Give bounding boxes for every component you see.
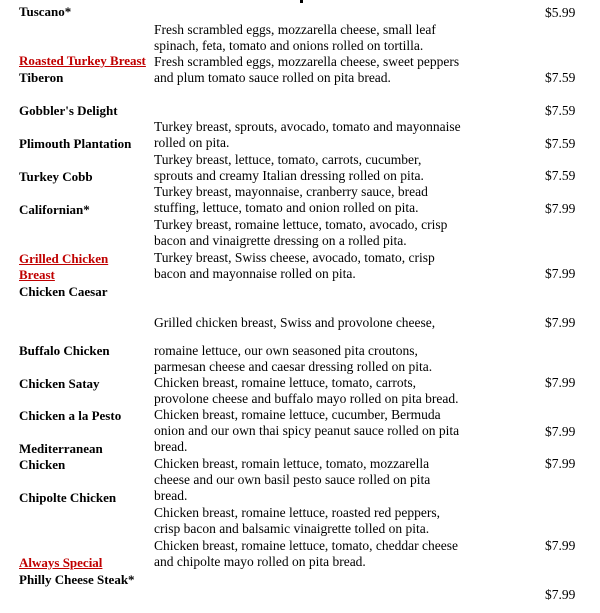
price: $7.99: [545, 201, 576, 216]
price: $7.99: [545, 266, 576, 281]
description-line: Turkey breast, lettuce, tomato, carrots, cucumber,: [154, 152, 422, 167]
description-line: romaine lettuce, our own seasoned pita croutons,: [154, 343, 418, 358]
description-line: Turkey breast, sprouts, avocado, tomato and mayonnaise: [154, 119, 461, 134]
description-line: stuffing, lettuce, tomato and onion rolled on pita.: [154, 200, 419, 215]
description-line: Chicken breast, romaine lettuce, cucumber, Bermuda: [154, 407, 441, 422]
description-line: sprouts and creamy Italian dressing rolled on pita.: [154, 168, 424, 183]
item-name-californian: Californian*: [19, 202, 90, 217]
price: $7.99: [545, 538, 576, 553]
item-name-turkey-cobb: Turkey Cobb: [19, 169, 93, 184]
price: $7.99: [545, 315, 576, 330]
price: $7.99: [545, 456, 576, 471]
description-line: bacon and vinaigrette dressing on a rolled pita.: [154, 233, 407, 248]
price: $7.99: [545, 375, 576, 390]
description-line: Turkey breast, mayonnaise, cranberry sauce, bread: [154, 184, 428, 199]
description-line: bacon and mayonnaise rolled on pita.: [154, 266, 356, 281]
item-name-chicken-satay: Chicken Satay: [19, 376, 100, 391]
section-heading-grilled-chicken-line2: Breast: [19, 267, 55, 282]
description-line: and chipolte mayo rolled on pita bread.: [154, 554, 366, 569]
description-line: rolled on pita.: [154, 135, 230, 150]
cropped-text-fragment: [300, 0, 303, 3]
item-name-tiberon: Tiberon: [19, 70, 64, 85]
item-name-gobblers-delight: Gobbler's Delight: [19, 103, 118, 118]
section-heading-grilled-chicken-line1: Grilled Chicken: [19, 251, 109, 266]
item-name-mediterranean-line2: Chicken: [19, 457, 66, 472]
section-heading-roasted-turkey: Roasted Turkey Breast: [19, 53, 146, 68]
description-line: Chicken breast, romain lettuce, tomato, mozzarella: [154, 456, 430, 471]
description-line: Fresh scrambled eggs, mozzarella cheese, small leaf: [154, 22, 436, 37]
price: $5.99: [545, 5, 576, 20]
section-heading-always-special: Always Special: [19, 555, 103, 570]
description-line: Fresh scrambled eggs, mozzarella cheese, sweet peppers: [154, 54, 460, 69]
description-line: Turkey breast, Swiss cheese, avocado, tomato, crisp: [154, 250, 435, 265]
description-line: Chicken breast, romaine lettuce, roasted red peppers,: [154, 505, 441, 520]
item-name-philly-cheese-steak: Philly Cheese Steak*: [19, 572, 135, 587]
description-line: spinach, feta, tomato and onions rolled on tortilla.: [154, 38, 424, 53]
item-name-mediterranean-line1: Mediterranean: [19, 441, 103, 456]
description-line: provolone cheese and buffalo mayo rolled on pita bread.: [154, 391, 459, 406]
description-line: and plum tomato sauce rolled on pita bread.: [154, 70, 391, 85]
item-name-plimouth-plantation: Plimouth Plantation: [19, 136, 132, 151]
description-line: Turkey breast, romaine lettuce, tomato, avocado, crisp: [154, 217, 448, 232]
description-line: Chicken breast, romaine lettuce, tomato, cheddar cheese: [154, 538, 458, 553]
description-line: cheese and our own basil pesto sauce rolled on pita: [154, 472, 431, 487]
price: $7.99: [545, 587, 576, 602]
item-name-tuscano: Tuscano*: [19, 4, 72, 19]
description-line: bread.: [154, 488, 188, 503]
price: $7.59: [545, 70, 576, 85]
item-name-chicken-caesar: Chicken Caesar: [19, 284, 108, 299]
item-name-buffalo-chicken: Buffalo Chicken: [19, 343, 110, 358]
description-line: Chicken breast, romaine lettuce, tomato, carrots,: [154, 375, 417, 390]
description-line: Grilled chicken breast, Swiss and provolone cheese,: [154, 315, 436, 330]
item-name-chicken-a-la-pesto: Chicken a la Pesto: [19, 408, 122, 423]
price: $7.99: [545, 424, 576, 439]
price: $7.59: [545, 103, 576, 118]
description-line: crisp bacon and balsamic vinaigrette tolled on pita.: [154, 521, 430, 536]
price: $7.59: [545, 136, 576, 151]
price: $7.59: [545, 168, 576, 183]
item-name-chipolte-chicken: Chipolte Chicken: [19, 490, 117, 505]
description-line: bread.: [154, 439, 188, 454]
description-line: onion and our own thai spicy peanut sauce rolled on pita: [154, 423, 460, 438]
description-line: parmesan cheese and caesar dressing rolled on pita.: [154, 359, 433, 374]
